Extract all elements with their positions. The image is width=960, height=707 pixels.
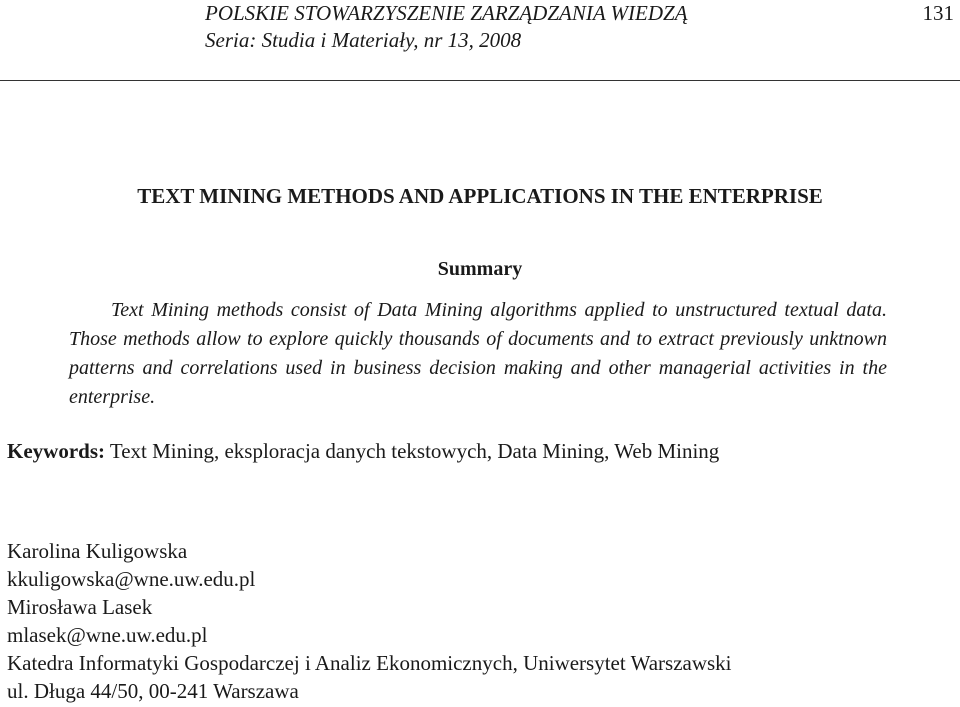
author-address: ul. Długa 44/50, 00-241 Warszawa (7, 679, 299, 703)
summary-heading: Summary (437, 258, 523, 280)
author-name-1: Karolina Kuligowska (7, 539, 188, 563)
keywords-text: Text Mining, eksploracja danych tekstowych, Data Mining, Web Mining (105, 439, 720, 463)
author-email-2: mlasek@wne.uw.edu.pl (7, 623, 208, 647)
keywords-label: Keywords: (7, 439, 105, 463)
author-name-2: Mirosława Lasek (7, 595, 153, 619)
keywords-line (7, 438, 719, 464)
page-number: 131 (922, 1, 954, 25)
journal-series-header: Seria: Studia i Materiały, nr 13, 2008 (205, 28, 522, 52)
journal-association-header: POLSKIE STOWARZYSZENIE ZARZĄDZANIA WIEDZĄ (205, 1, 688, 25)
author-affiliation: Katedra Informatyki Gospodarczej i Analiz Ekonomicznych, Uniwersytet Warszawski (7, 651, 732, 675)
author-email-1: kkuligowska@wne.uw.edu.pl (7, 567, 256, 591)
author-info (7, 537, 732, 705)
article-title: TEXT MINING METHODS AND APPLICATIONS IN THE ENTERPRISE (137, 184, 823, 208)
header-divider (0, 80, 960, 81)
summary-text: Text Mining methods consist of Data Mining algorithms applied to unstructured textual data. Those methods allow to explore quickly thousands of documents and to extract previously unktnown patterns and correlations used in business decision making and other managerial activities in the enterprise. (69, 299, 887, 408)
